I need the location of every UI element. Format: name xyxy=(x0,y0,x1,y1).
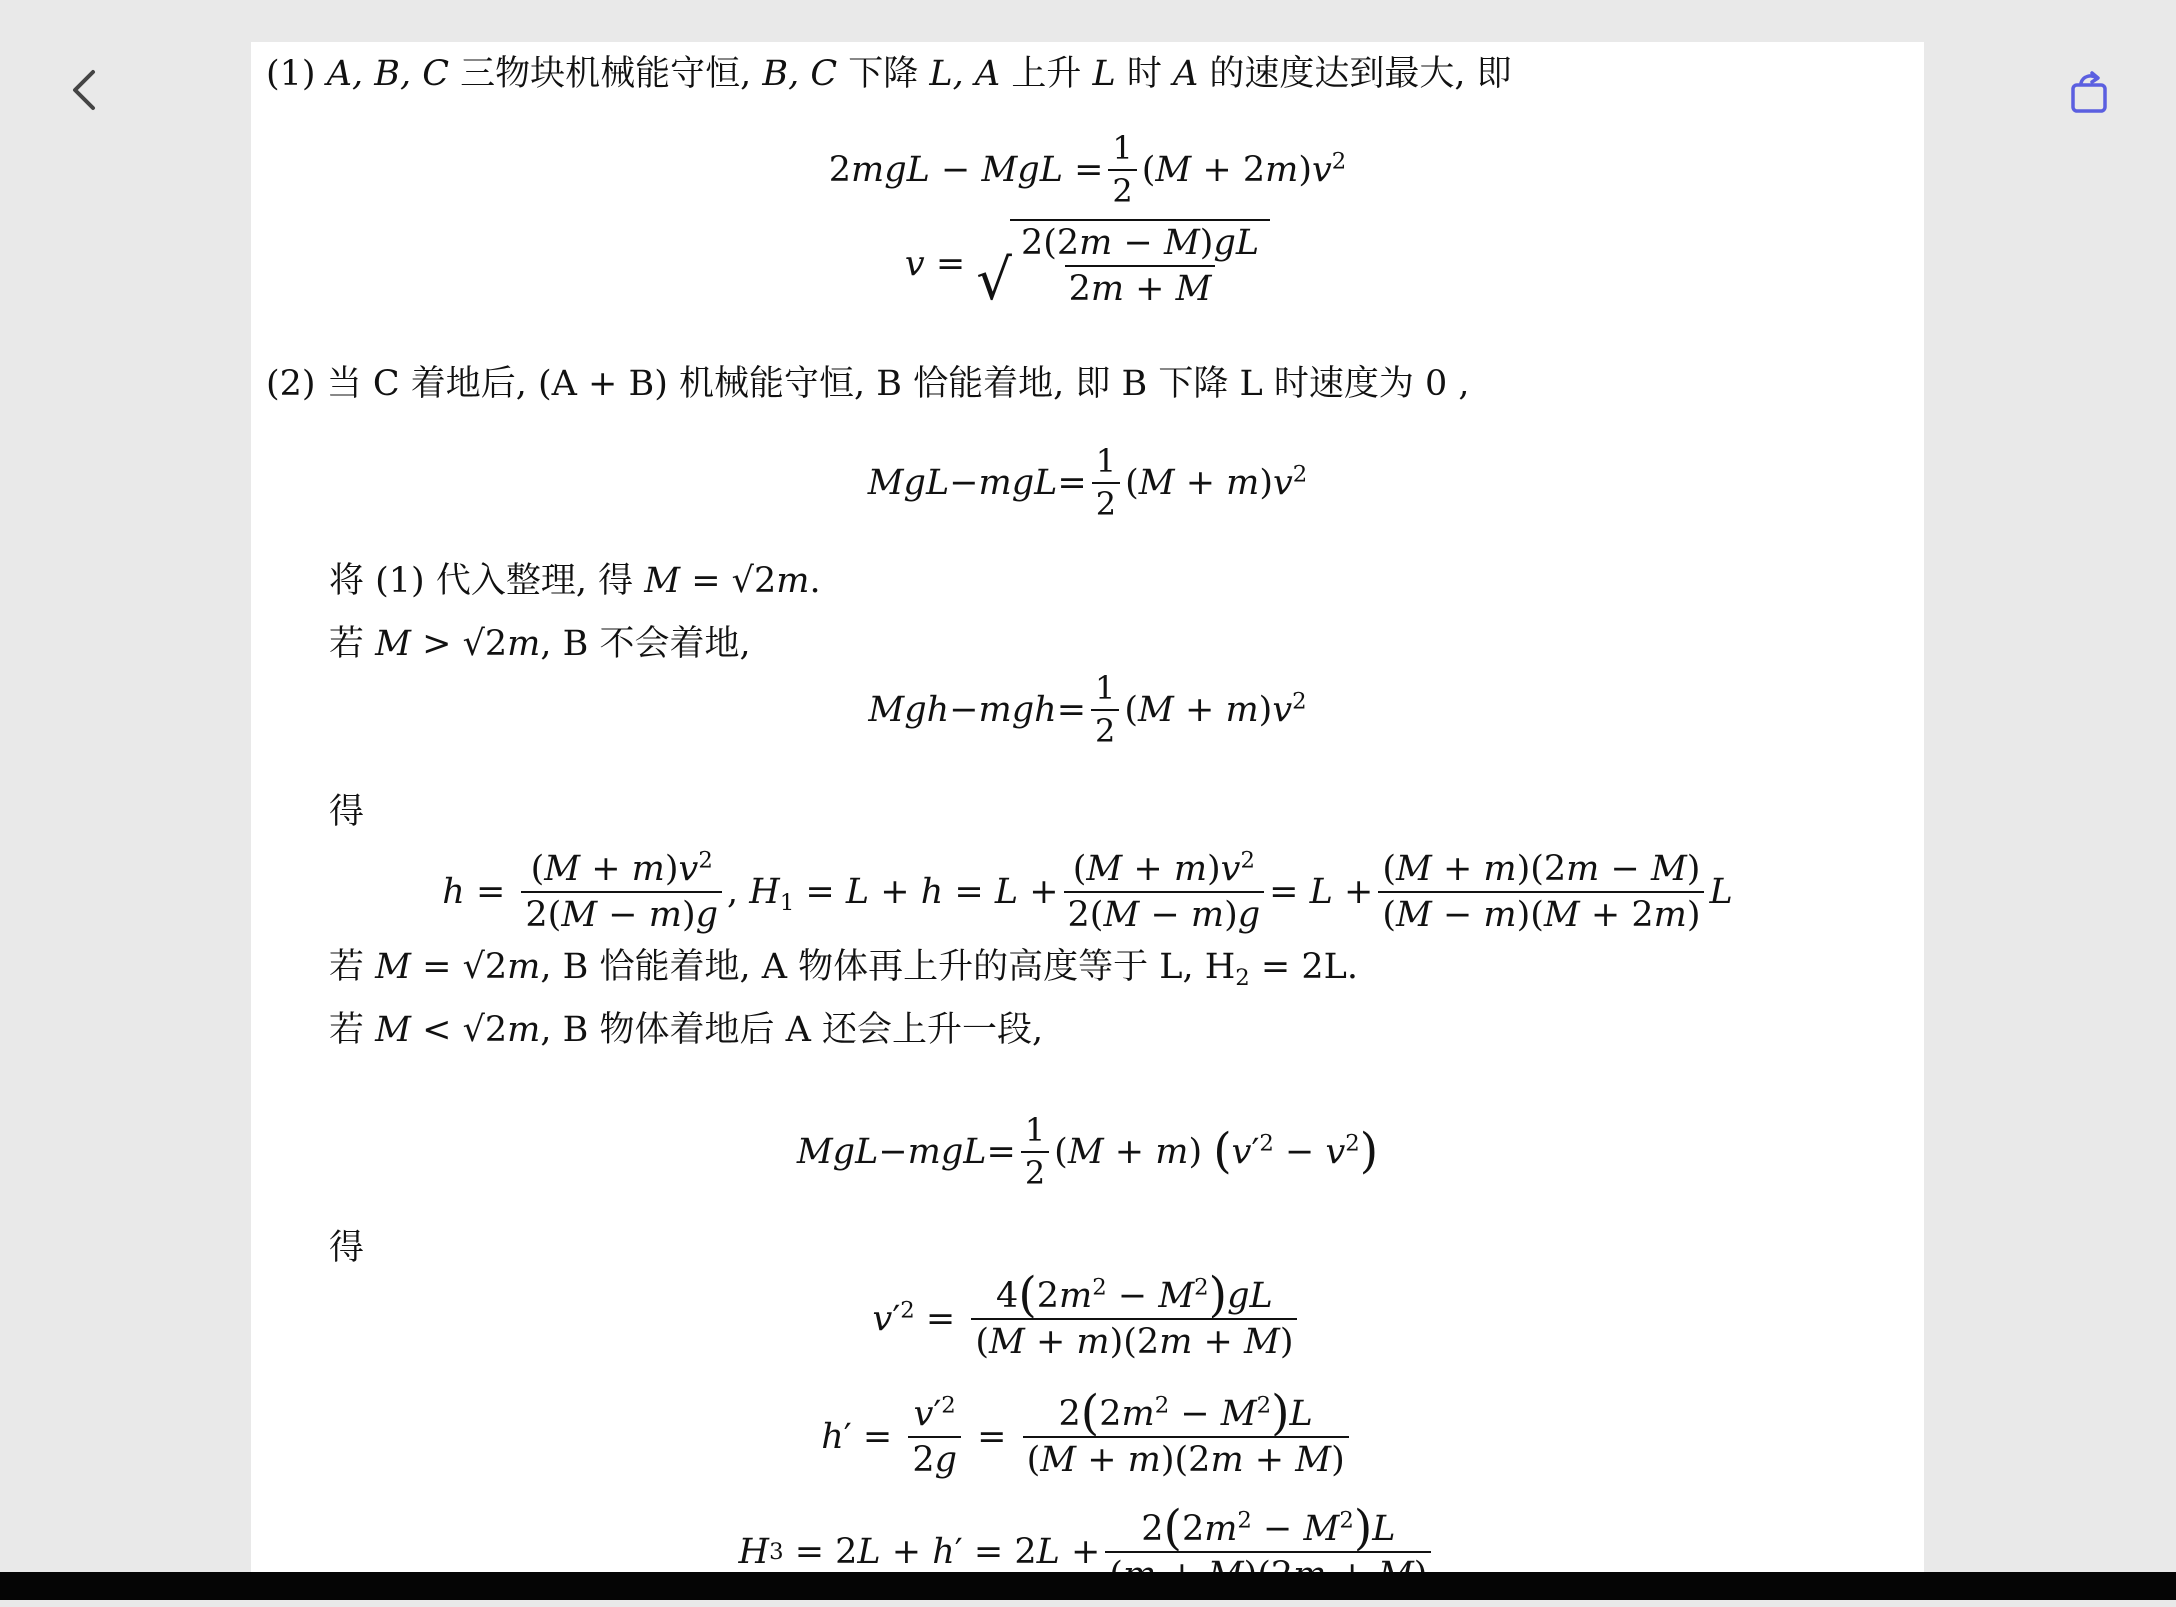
back-button[interactable] xyxy=(52,58,116,122)
text-case-less: 若 M < √2m, B 物体着地后 A 还会上升一段, xyxy=(329,1010,1044,1050)
document-page xyxy=(251,42,1924,1572)
text-de-1: 得 xyxy=(329,792,365,832)
rotate-page-icon xyxy=(2067,69,2113,115)
equation-8: h ′ = $\frac{v'^2}{2g}$ = $\frac{2(2m^2 - M^2)L}{(M + m)(2m + M)}$ xyxy=(251,1382,1924,1492)
equation-1: 2mgL − MgL = $\frac{1}{2}$ $(M + 2m)v^2$ xyxy=(828,129,1347,210)
equation-7: v $'^2$ = $\frac{4(2m^2 - M^2)gL}{(M + m)(2m + M)}$ xyxy=(251,1264,1924,1374)
text-case-equal: 若 M = √2m, B 恰能着地, A 物体再上升的高度等于 L, $H_2 = 2L$. xyxy=(329,947,1358,991)
equation-2: v = √ $\frac{2(2m - M)gL}{2m + M}$ xyxy=(251,214,1924,314)
equation-6: MgL − mgL = $\frac{1}{2}$ (M + m) $(v'^2 - v^2)$ xyxy=(796,1111,1379,1192)
part1-text: (1) A, B, C 三物块机械能守恒, B, C 下降 L, A 上升 L 时 A 的速度达到最大, 即 xyxy=(266,54,1512,94)
text-case-greater: 若 M > √2m, B 不会着地, xyxy=(329,624,751,664)
text-substitute: 将 (1) 代入整理, 得 M = √2m. xyxy=(329,561,821,601)
chevron-left-icon xyxy=(67,66,101,114)
equation-5: h = $\frac{(M + m)v^2}{2(M - m)g}$ , $H_1 = L + h = L$ + $\frac{(M + m)v^2}{2(M - m)g}$ = L + $\frac{(M + m)(2m - M)}{(M - m)(M + 2m)}$ L xyxy=(442,847,1733,935)
part2-text: (2) 当 C 着地后, (A + B) 机械能守恒, B 恰能着地, 即 B 下降 L 时速度为 0 , xyxy=(266,364,1470,404)
text-de-2: 得 xyxy=(329,1228,365,1268)
equation-9: H 3 = 2L + h′ = 2L + $2(2m^2 - M^2)L$ xyxy=(251,1497,1924,1607)
equation-3: MgL − mgL = $\frac{1}{2}$ $(M + m)v^2$ xyxy=(867,442,1308,523)
rotate-page-button[interactable] xyxy=(2058,60,2122,124)
equation-4: Mgh − mgh = $\frac{1}{2}$ $(M + m)v^2$ xyxy=(868,669,1307,750)
bottom-bar xyxy=(0,1572,2176,1600)
